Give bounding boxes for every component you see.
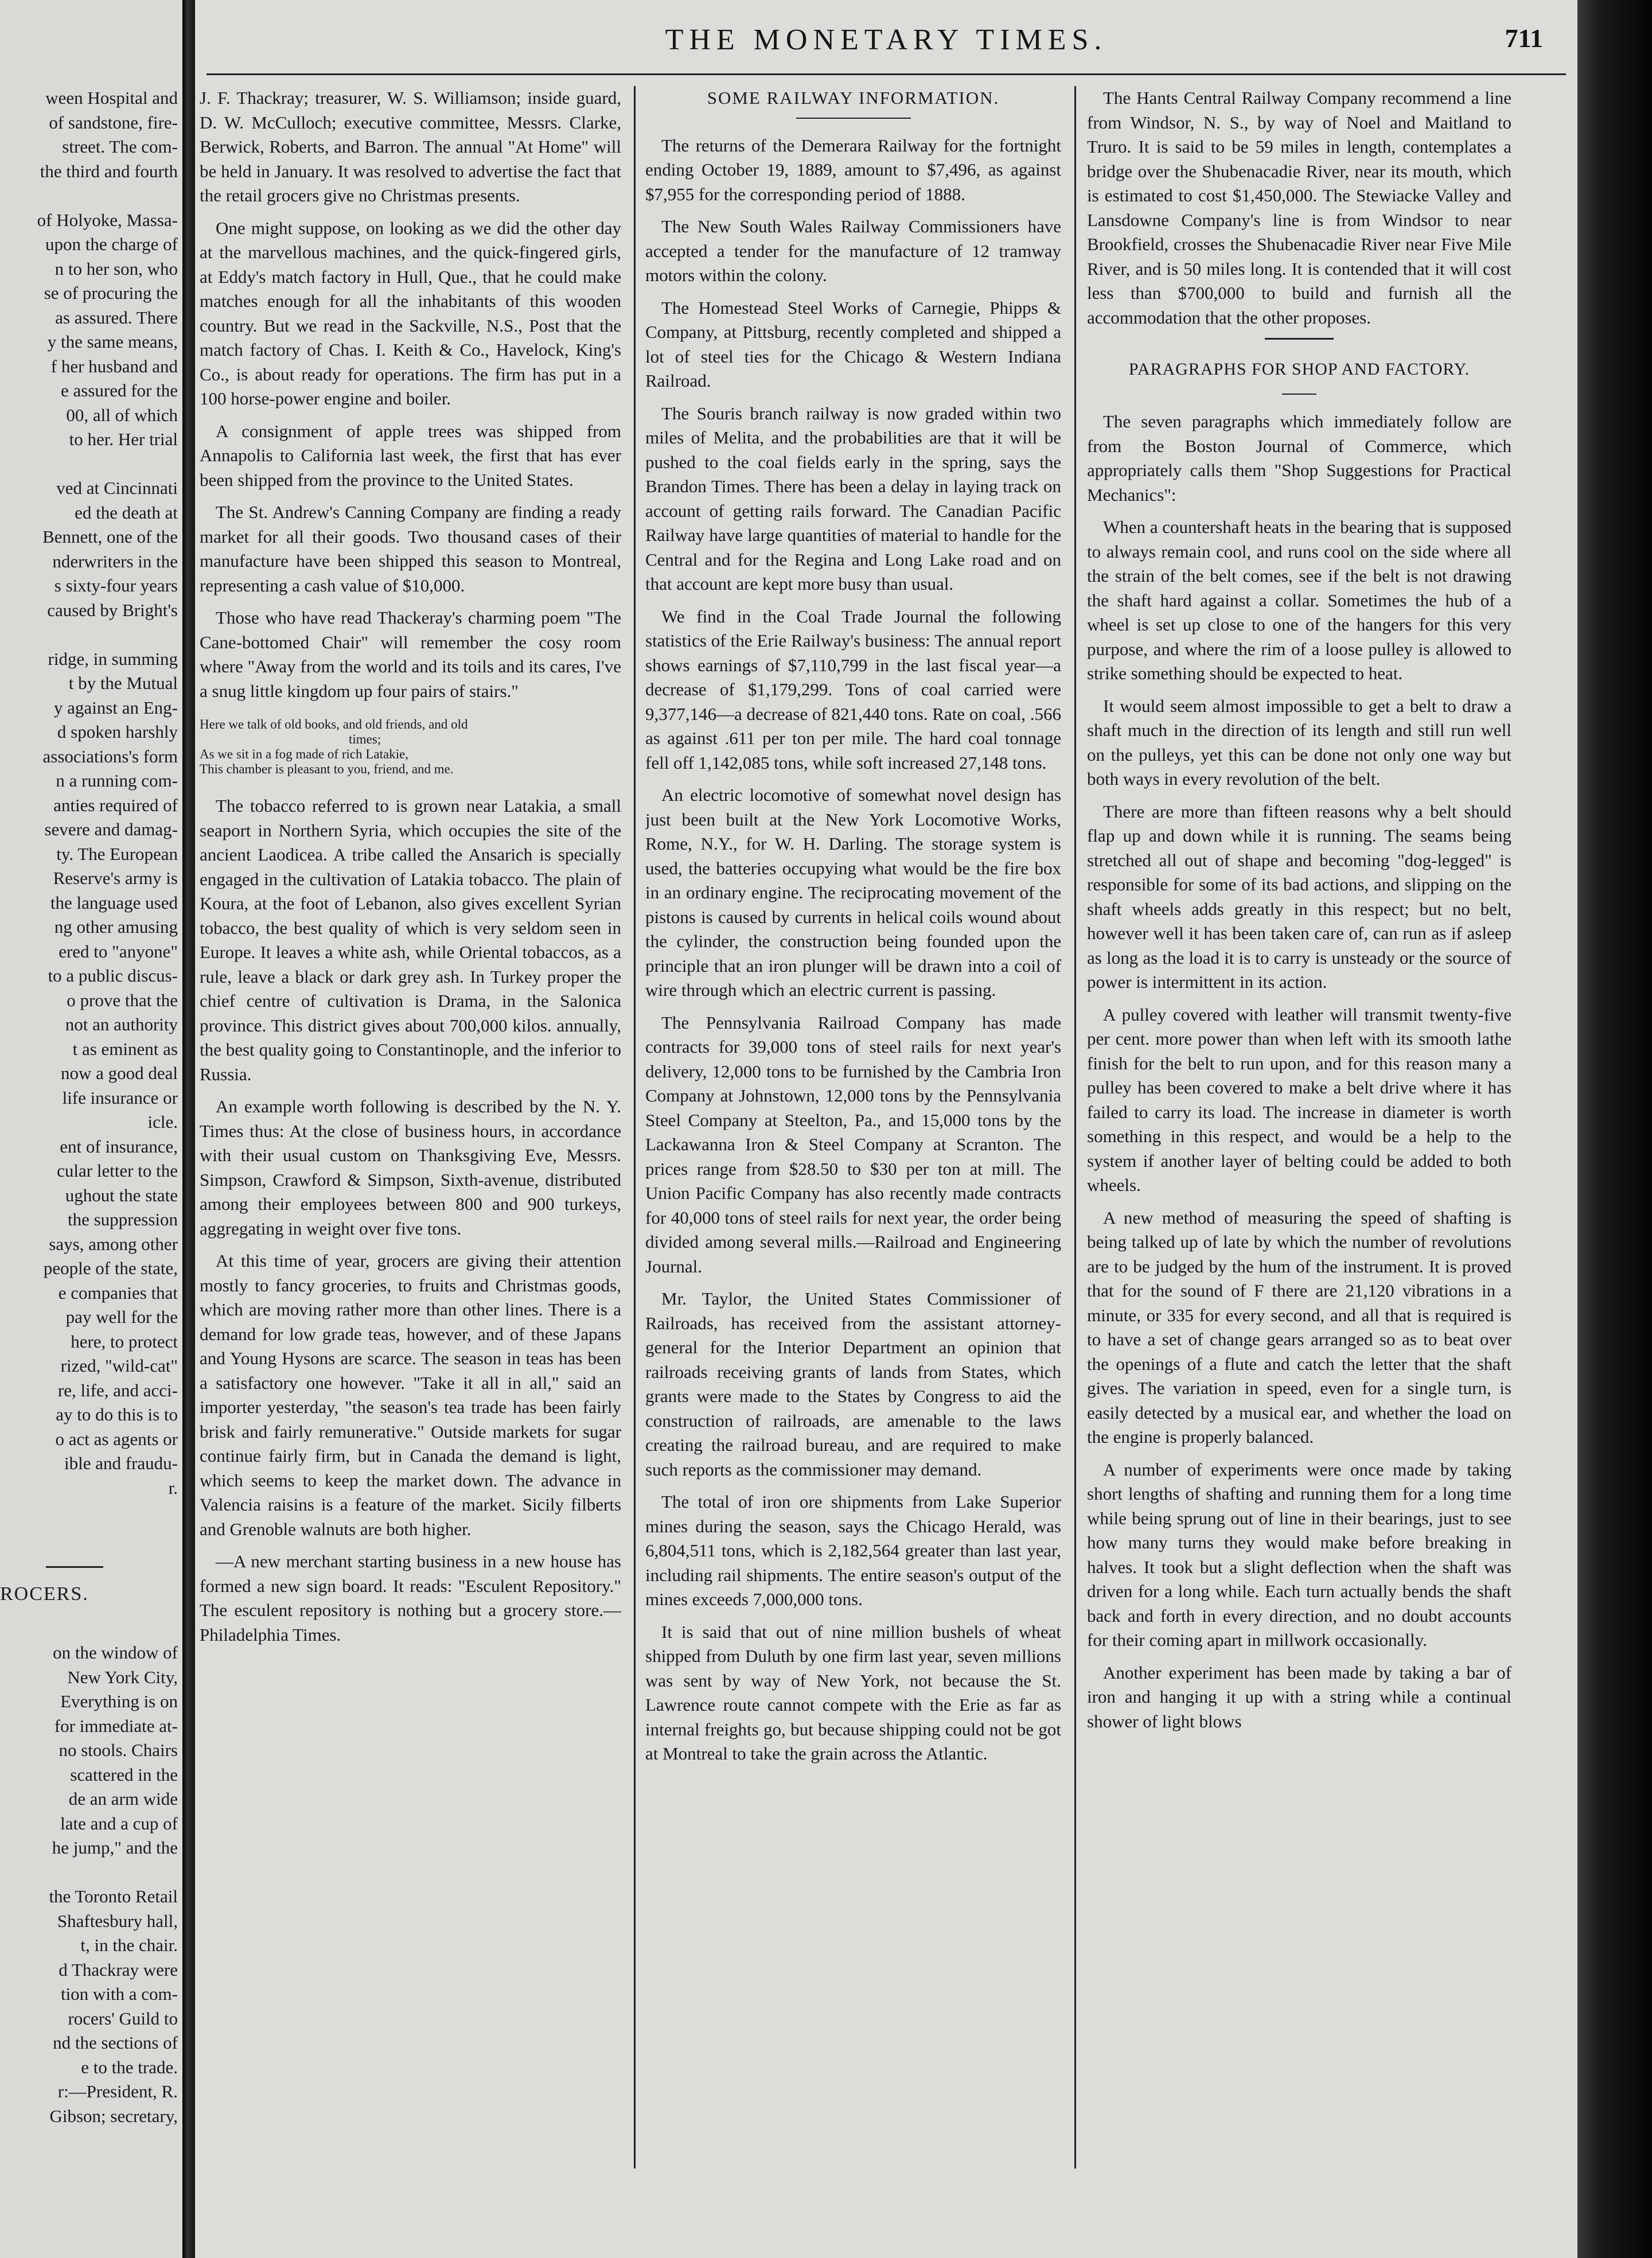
paragraph: The tobacco referred to is grown near Latakia, a small seaport in Northern Syria, which occupies the site of the ancient Laodicea. A tribe called the Ansarich is specially engaged in the cultivation of Latakia tobacco. The plain of Koura, at the foot of Lebanon, also gives excellent Syrian tobacco, the best quality of which is very seldom seen in Europe. It leaves a white ash, while Oriental tobaccos, as a rule, leave a black or dark grey ash. In Turkey proper the chief centre of cultivation is Drama, in the Salonica province. This district gives about 700,000 kilos. annually, the best quality going to Constantinople, and the inferior to Russia. [200, 796, 621, 1084]
text-line: ered to "anyone" [59, 941, 178, 961]
text-line: se of procuring the [44, 283, 178, 303]
text-line: d spoken harshly [57, 722, 178, 742]
page-header [195, 23, 1577, 75]
paragraph: One might suppose, on looking as we did the other day at the marvellous machines, and the quick-fingered girls, at Eddy's match factory in Hull, Que., that he could make matches enough for all the inhabitants of this wooden country. But we read in the Sackville, N.S., Post that the match factory of Chas. I. Keith & Co., Havelock, King's Co., is about ready for operations. The firm has put in a 100 horse-power engine and boiler. [200, 217, 621, 408]
paragraph: A pulley covered with leather will transmit twenty-five per cent. more power than when left with its smooth lathe finish for the belt to run upon, and for this reason many a pulley has been covered to make a belt drive where it has failed to carry its load. The increase in diameter is worth something in this respect, and would be a help to the system if another layer of belting could be added to both wheels. [1087, 1004, 1511, 1195]
header-rule [206, 73, 1566, 75]
text-line: o act as agents or [55, 1428, 178, 1449]
text-line: anties required of [53, 795, 178, 815]
text-line: f her husband and [50, 356, 178, 376]
section-heading: SOME RAILWAY INFORMATION. [707, 88, 1000, 108]
text-line [9, 184, 178, 208]
paragraph: The Homestead Steel Works of Carnegie, Phipps & Company, at Pittsburg, recently completed and shipped a lot of steel ties for the Chicago & Western Indiana Railroad. [645, 297, 1061, 391]
text-line: Reserve's army is [53, 868, 178, 888]
text-line: he jump," and the [52, 1837, 178, 1858]
paragraph: —A new merchant starting business in a new house has formed a new sign board. It reads: "Esculent Repository." The esculent repository is nothing but a grocery store.—Philadelphia Times. [200, 1551, 621, 1645]
text-line: late and a cup of [60, 1813, 178, 1833]
text-line: of Holyoke, Massa- [37, 209, 178, 230]
paragraph: At this time of year, grocers are giving their attention mostly to fancy groceries, to fruits and Christmas goods, which are moving rather more than other lines. There is a demand for low grade teas, however, and of these Japans and Young Hysons are scarce. The season in teas has been a satisfactory one however. "Take it all in all," said an importer yesterday, "the season's tea trade has been fairly brisk and fairly remunerative." Outside markets for sugar continue fairly firm, but in Canada the demand is light, which seems to keep the market down. The advance in Valencia raisins is a feature of the market. Sicily filberts and Grenoble walnuts are both higher. [200, 1251, 621, 1539]
text-line: Bennett, one of the [42, 527, 178, 547]
left-page-text-a [9, 86, 178, 1500]
verse-line: As we sit in a fog made of rich Latakie, [200, 747, 409, 761]
text-line: associations's form [42, 746, 178, 766]
paragraph: The New South Wales Railway Commissioners have accepted a tender for the manufacture of 12 tramway motors within the colony. [645, 216, 1061, 285]
page-711 [195, 0, 1577, 2258]
text-line: nd the sections of [53, 2033, 178, 2053]
verse-quote [200, 717, 621, 777]
paragraph: Another experiment has been made by taking a bar of iron and hanging it up with a string while a continual shower of light blows [1087, 1662, 1511, 1731]
text-line: t by the Mutual [68, 673, 178, 693]
newspaper-title: THE MONETARY TIMES. [665, 24, 1108, 56]
text-line: t as eminent as [72, 1038, 178, 1059]
text-line: r. [168, 1477, 178, 1498]
page-number: 711 [1505, 24, 1543, 53]
text-line: 00, all of which [66, 404, 178, 425]
text-line: the suppression [67, 1209, 178, 1229]
book-page-edges [1577, 0, 1652, 2258]
text-line: street. The com- [62, 137, 178, 157]
column-1 [200, 86, 621, 2232]
text-line: ng other amusing [54, 917, 178, 937]
verse-line: This chamber is pleasant to you, friend, and me. [200, 762, 454, 776]
text-line: caused by Bright's [47, 599, 178, 620]
text-line: e companies that [58, 1282, 178, 1303]
text-line: the third and fourth [40, 161, 178, 181]
text-line: people of the state, [43, 1258, 178, 1278]
paragraph: The Souris branch railway is now graded within two miles of Melita, and the probabilities are that it will be pushed to the coal fields early in the spring, says the Brandon Times. There has been a delay in laying track on account of getting rails forward. The Canadian Pacific Railway have large quantities of material to handle for the Central and for the Regina and Long Lake road and on that account are kept more busy than usual. [645, 403, 1061, 594]
paragraph: A new method of measuring the speed of shafting is being talked up of late by which the number of revolutions are to be judged by the hum of the instrument. It is proved that for the sound of F there are 21,120 vibrations in a minute, or 335 for every second, and all that is required is to have a set of change gears arranged so as to beat over the openings of a flute and catch the letter that the shaft gives. The variation in speed, even for a single turn, is easily detected by a musical ear, and whether the load on the engine is properly balanced. [1087, 1207, 1511, 1447]
text-line: d Thackray were [59, 1959, 178, 1980]
left-page-heading: ROCERS. [0, 1583, 89, 1605]
text-line: icle. [147, 1112, 178, 1132]
text-line: the Toronto Retail [49, 1886, 178, 1906]
text-line: e assured for the [61, 380, 178, 400]
text-line: as assured. There [55, 307, 178, 328]
text-line: ay to do this is to [56, 1404, 178, 1424]
text-line: cular letter to the [57, 1161, 178, 1181]
paragraph: An electric locomotive of somewhat novel design has just been built at the New York Locomotive Works, Rome, N.Y., for W. H. Darling. The storage system is used, the batteries occupying what would be the fire box in an ordinary engine. The reciprocating movement of the pistons is caused by currents in helical coils wound about the cylinder, the construction being founded upon the principle that an iron plunger will be drawn into a coil of wire through which an electric current is passing. [645, 785, 1061, 1000]
text-line: r:—President, R. [57, 2081, 178, 2101]
paragraph: It is said that out of nine million bushels of wheat shipped from Duluth by one firm last year, seven millions was sent by way of New York, not because the St. Lawrence route cannot compete with the Erie as far as internal freights go, but because shipping could not be got at Montreal to take the grain across the Atlantic. [645, 1621, 1061, 1763]
text-line: ween Hospital and [45, 88, 178, 108]
paragraph: The returns of the Demerara Railway for the fortnight ending October 19, 1889, amount to $7,496, as against $7,955 for the corresponding period of 1888. [645, 135, 1061, 204]
paragraph: Mr. Taylor, the United States Commissioner of Railroads, has received from the assistant attorney-general for the Interior Department an opinion that railroads receiving grants of lands from States, which grants were made to the States by Congress to aid the construction of railroads, are amenable to the laws creating the railroad bureau, and are required to make such reports as the commissioner may demand. [645, 1288, 1061, 1480]
paragraph: A number of experiments were once made by taking short lengths of shafting and running them for a long time while being sprung out of line in their bearings, just to see how many turns they would make before breaking in halves. It took but a slight deflection when the shaft was driven for a long while. Each turn actually bends the shaft back and forth in every direction, and no doubt accounts for their coming apart in millwork occasionally. [1087, 1459, 1511, 1650]
text-line: ridge, in summing [48, 648, 178, 669]
text-line: ughout the state [65, 1185, 178, 1205]
left-page-fragment [0, 0, 182, 2258]
text-line: scattered in the [70, 1764, 178, 1785]
text-line [9, 622, 178, 647]
paragraph: Those who have read Thackeray's charming poem "The Cane-bottomed Chair" will remember the cosy room where "Away from the world and its toils and its cares, I've a snug little kingdom up four pairs of stairs." [200, 608, 621, 701]
paragraph: There are more than fifteen reasons why a belt should flap up and down while it is running. The seams being stretched all out of shape and becoming "dog-legged" is responsible for some of its bad actions, and slipping on the shaft wheels adds greatly in this respect; but no belt, however well it has been taken care of, can run as if asleep as long as the load it is to carry is unsteady or the source of power is intermittent in its action. [1087, 801, 1511, 992]
section-rule [1265, 338, 1334, 340]
text-line: for immediate at- [54, 1715, 178, 1736]
verse-line: times; [349, 732, 381, 746]
text-line: tion with a com- [60, 1984, 178, 2004]
paragraph: The seven paragraphs which immediately follow are from the Boston Journal of Commerce, which appropriately calls them "Shop Suggestions for Practical Mechanics": [1087, 411, 1511, 505]
heading-rule [796, 118, 911, 119]
text-line: y the same means, [47, 332, 178, 352]
text-line: n to her son, who [54, 258, 178, 279]
text-line: severe and damag- [44, 819, 178, 839]
paragraph: The St. Andrew's Canning Company are finding a ready market for all their goods. Two thousand cases of their manufacture have been shipped this season to Montreal, representing a cash value of $10,000. [200, 502, 621, 595]
text-line: pay well for the [65, 1307, 178, 1327]
paragraph: The Pennsylvania Railroad Company has made contracts for 39,000 tons of steel rails for next year's delivery, 12,000 tons to be furnished by the Cambria Iron Company at Johnstown, 12,000 tons by the Pennsylvania Steel Company at Steelton, Pa., and 15,000 tons by the Lackawanna Iron & Steel Company at Scranton. The prices range from $28.50 to $30 per ton at mill. The Union Pacific Company has also recently made contracts for 40,000 tons of steel rails for next year, the order being divided among several mills.—Railroad and Engineering Journal. [645, 1012, 1061, 1276]
text-line: t, in the chair. [80, 1935, 178, 1955]
paragraph: An example worth following is described by the N. Y. Times thus: At the close of business hours, in accordance with their usual custom on Thanksgiving Eve, Messrs. Simpson, Crawford & Simpson, Sixth-avenue, distributed among their employees between 800 and 900 turkeys, aggregating in weight over five tons. [200, 1096, 621, 1239]
paragraph: When a countershaft heats in the bearing that is supposed to always remain cool, and runs cool on the side where all the strain of the belt comes, see if the belt is not drawing the shaft hard against a collar. Sometimes the hub of a wheel is set up close to one of the hangers for this very purpose, and where the rim of a loose pulley is allowed to strike something should be expected to heat. [1087, 517, 1511, 683]
text-line: ed the death at [75, 502, 178, 523]
paragraph: A consignment of apple trees was shipped from Annapolis to California last week, the first that has ever been shipped from the province to the United States. [200, 421, 621, 490]
left-page-text-b [9, 1641, 178, 2128]
text-line: n a running com- [56, 770, 178, 791]
text-line: nderwriters in the [52, 551, 178, 571]
text-line: to her. Her trial [69, 429, 178, 449]
text-line: not an authority [65, 1014, 178, 1034]
text-line: the language used [50, 892, 178, 913]
text-line: o prove that the [67, 990, 178, 1010]
text-line: upon the charge of [45, 234, 178, 254]
paragraph: It would seem almost impossible to get a belt to draw a shaft much in the direction of its length and still run well on the pulleys, yet this can be done not only one way but both ways in every revolution of the belt. [1087, 695, 1511, 789]
book-spine [182, 0, 195, 2258]
paragraph: The Hants Central Railway Company recommend a line from Windsor, N. S., by way of Noel and Maitland to Truro. It is said to be 59 miles in length, contemplates a bridge over the Shubenacadie River, near its mouth, which is estimated to cost $1,450,000. The Stewiacke Valley and Lansdowne Company's line is from Windsor to near Brookfield, crosses the Shubenacadie River near Five Mile River, and is 50 miles long. It is contended that it will cost less than $700,000 to build and furnish all the accommodation that the other proposes. [1087, 88, 1511, 328]
paragraph: The total of iron ore shipments from Lake Superior mines during the season, says the Chicago Herald, was 6,804,511 tons, which is 2,182,564 greater than last year, including rail shipments. The entire season's output of the mines exceeds 7,000,000 tons. [645, 1492, 1061, 1609]
text-line: life insurance or [62, 1087, 178, 1108]
text-line: New York City, [67, 1667, 178, 1687]
text-line [9, 1860, 178, 1885]
text-line [9, 452, 178, 477]
text-line: y against an Eng- [53, 697, 178, 718]
text-line: Gibson; secretary, [49, 2105, 178, 2126]
text-line: Shaftesbury hall, [57, 1910, 178, 1931]
text-line: Everything is on [60, 1691, 178, 1711]
text-line: de an arm wide [68, 1789, 178, 1809]
text-line: here, to protect [71, 1331, 178, 1352]
left-page-rule [46, 1566, 103, 1568]
text-line: ty. The European [56, 843, 178, 864]
text-line: on the window of [53, 1642, 178, 1663]
column-2 [645, 86, 1061, 2232]
text-line: says, among other [49, 1233, 178, 1254]
text-line: ved at Cincinnati [56, 478, 178, 498]
paragraph: J. F. Thackray; treasurer, W. S. Williamson; inside guard, D. W. McCulloch; executive committee, Messrs. Clarke, Berwick, Roberts, and Barron. The annual "At Home" will be held in January. It was resolved to advertise the fact that the retail grocers give no Christmas presents. [200, 88, 621, 205]
heading-rule [1282, 394, 1316, 395]
text-line: rocers' Guild to [68, 2008, 178, 2029]
text-line: of sandstone, fire- [49, 112, 178, 133]
text-line: ent of insurance, [60, 1136, 178, 1157]
section-heading: PARAGRAPHS FOR SHOP AND FACTORY. [1128, 360, 1470, 379]
verse-line: Here we talk of old books, and old friends, and old [200, 717, 468, 731]
text-line: s sixty-four years [54, 575, 178, 595]
text-line: to a public discus- [48, 966, 178, 986]
paragraph: We find in the Coal Trade Journal the following statistics of the Erie Railway's business: The annual report shows earnings of $7,110,799 in the last fiscal year—a decrease of $1,179,299. Tons of coal carried were 9,377,146—a decrease of 821,440 tons. Rate on coal, .566 as against .611 per ton per mile. The hard coal tonnage fell off 1,142,085 tons, while soft increased 27,148 tons. [645, 606, 1061, 773]
column-3 [1087, 86, 1511, 2232]
text-line: rized, "wild-cat" [60, 1356, 178, 1376]
text-line: now a good deal [60, 1063, 178, 1083]
column-rule-1 [634, 86, 636, 2169]
text-line: e to the trade. [81, 2057, 178, 2077]
text-line: re, life, and acci- [57, 1380, 178, 1400]
column-rule-2 [1074, 86, 1076, 2169]
text-line: ible and fraudu- [64, 1453, 178, 1473]
text-line: no stools. Chairs [59, 1740, 178, 1760]
